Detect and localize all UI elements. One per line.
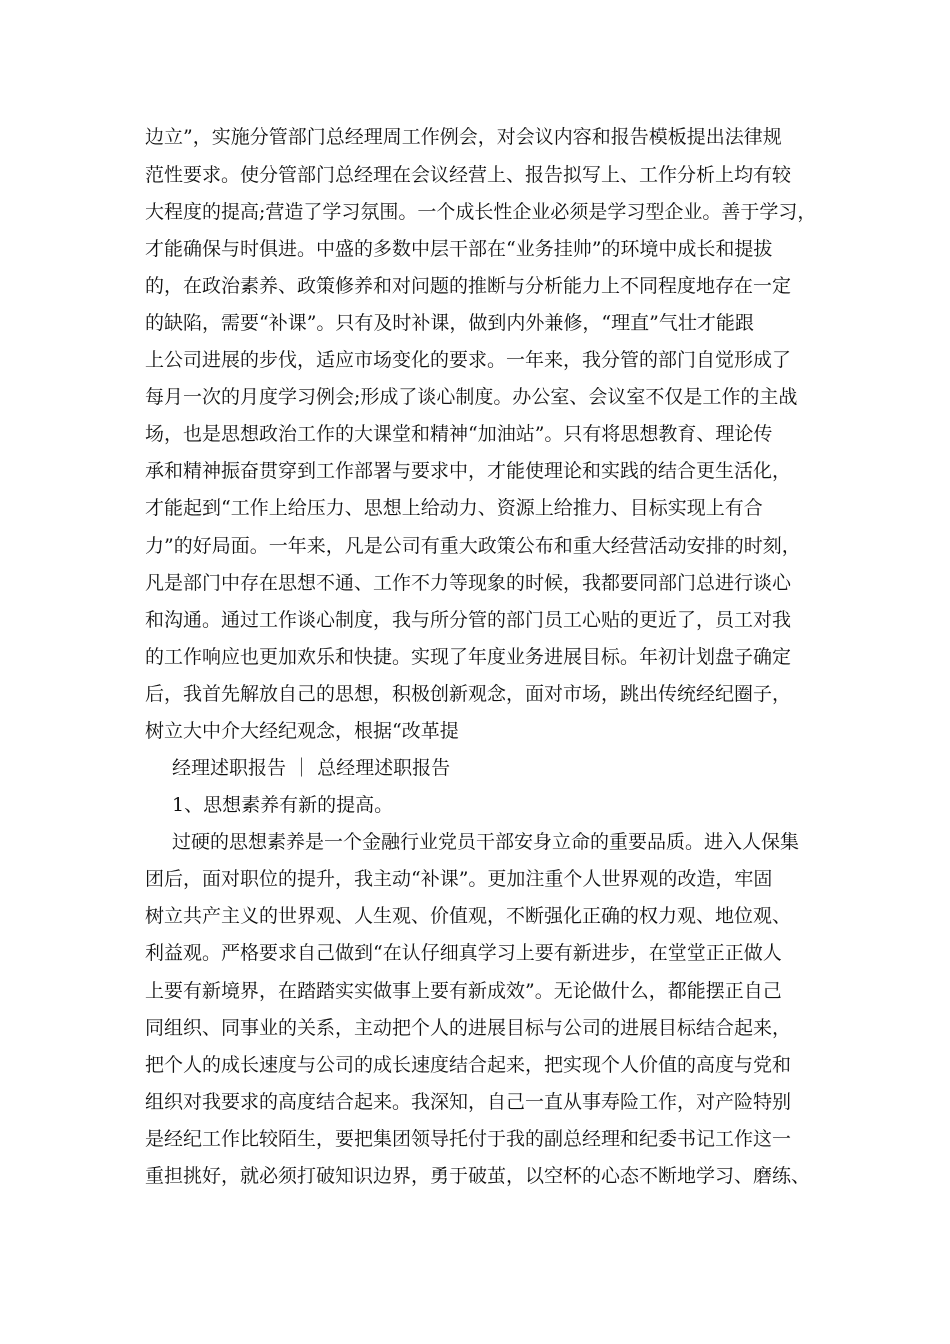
text-line: 的工作响应也更加欢乐和快捷。实现了年度业务进展目标。年初计划盘子确定 [145,646,792,668]
text-line: 的，在政治素养、政策修养和对问题的推断与分析能力上不同程度地存在一定 [145,275,792,297]
text-line: 边立”，实施分管部门总经理周工作例会，对会议内容和报告模板提出法律规 [145,126,782,148]
text-line: 范性要求。使分管部门总经理在会议经营上、报告拟写上、工作分析上均有较 [145,164,792,186]
text-line: 每月一次的月度学习例会;形成了谈心制度。办公室、会议室不仅是工作的主战 [145,386,798,408]
text-line: 场，也是思想政治工作的大课堂和精神“加油站”。只有将思想教育、理论传 [145,423,773,445]
section-heading: 经理述职报告 ｜ 总经理述职报告 [172,757,451,779]
text-line: 树立共产主义的世界观、人生观、价值观，不断强化正确的权力观、地位观、 [145,905,792,927]
text-line: 凡是部门中存在思想不通、工作不力等现象的时候，我都要同部门总进行谈心 [145,572,792,594]
text-line: 利益观。严格要求自己做到“在认仔细真学习上要有新进步，在堂堂正正做人 [145,942,782,964]
text-line: 上要有新境界，在踏踏实实做事上要有新成效”。无论做什么，都能摆正自己 [145,980,782,1002]
text-line: 和沟通。通过工作谈心制度，我与所分管的部门员工心贴的更近了，员工对我 [145,609,792,631]
text-line: 才能起到“工作上给压力、思想上给动力、资源上给推力、目标实现上有合 [145,497,763,519]
text-line: 过硬的思想素养是一个金融行业党员干部安身立命的重要品质。进入人保集 [172,831,800,853]
text-line: 上公司进展的步伐，适应市场变化的要求。一年来，我分管的部门自觉形成了 [145,349,792,371]
text-line: 组织对我要求的高度结合起来。我深知，自己一直从事寿险工作，对产险特别 [145,1091,792,1113]
text-line: 的缺陷，需要“补课”。只有及时补课，做到内外兼修，“理直”气壮才能跟 [145,312,754,334]
text-line: 同组织、同事业的关系，主动把个人的进展目标与公司的进展目标结合起来， [145,1017,792,1039]
text-line: 树立大中介大经纪观念，根据“改革提 [145,720,459,742]
text-line: 团后，面对职位的提升，我主动“补课”。更加注重个人世界观的改造，牢固 [145,868,773,890]
text-line: 承和精神振奋贯穿到工作部署与要求中，才能使理论和实践的结合更生活化， [145,460,792,482]
text-line: 才能确保与时俱进。中盛的多数中层干部在“业务挂帅”的环境中成长和提拔 [145,238,773,260]
text-line: 重担挑好，就必须打破知识边界，勇于破茧，以空杯的心态不断地学习、磨练、 [145,1165,811,1187]
text-line: 后，我首先解放自己的思想，积极创新观念，面对市场，跳出传统经纪圈子， [145,683,792,705]
text-line: 把个人的成长速度与公司的成长速度结合起来，把实现个人价值的高度与党和 [145,1054,792,1076]
text-line: 力”的好局面。一年来，凡是公司有重大政策公布和重大经营活动安排的时刻， [145,535,801,557]
text-line: 是经纪工作比较陌生，要把集团领导托付于我的副总经理和纪委书记工作这一 [145,1128,792,1150]
text-line: 大程度的提高;营造了学习氛围。一个成长性企业必须是学习型企业。善于学习， [145,201,817,223]
sub-heading: 1、思想素养有新的提高。 [172,794,394,816]
